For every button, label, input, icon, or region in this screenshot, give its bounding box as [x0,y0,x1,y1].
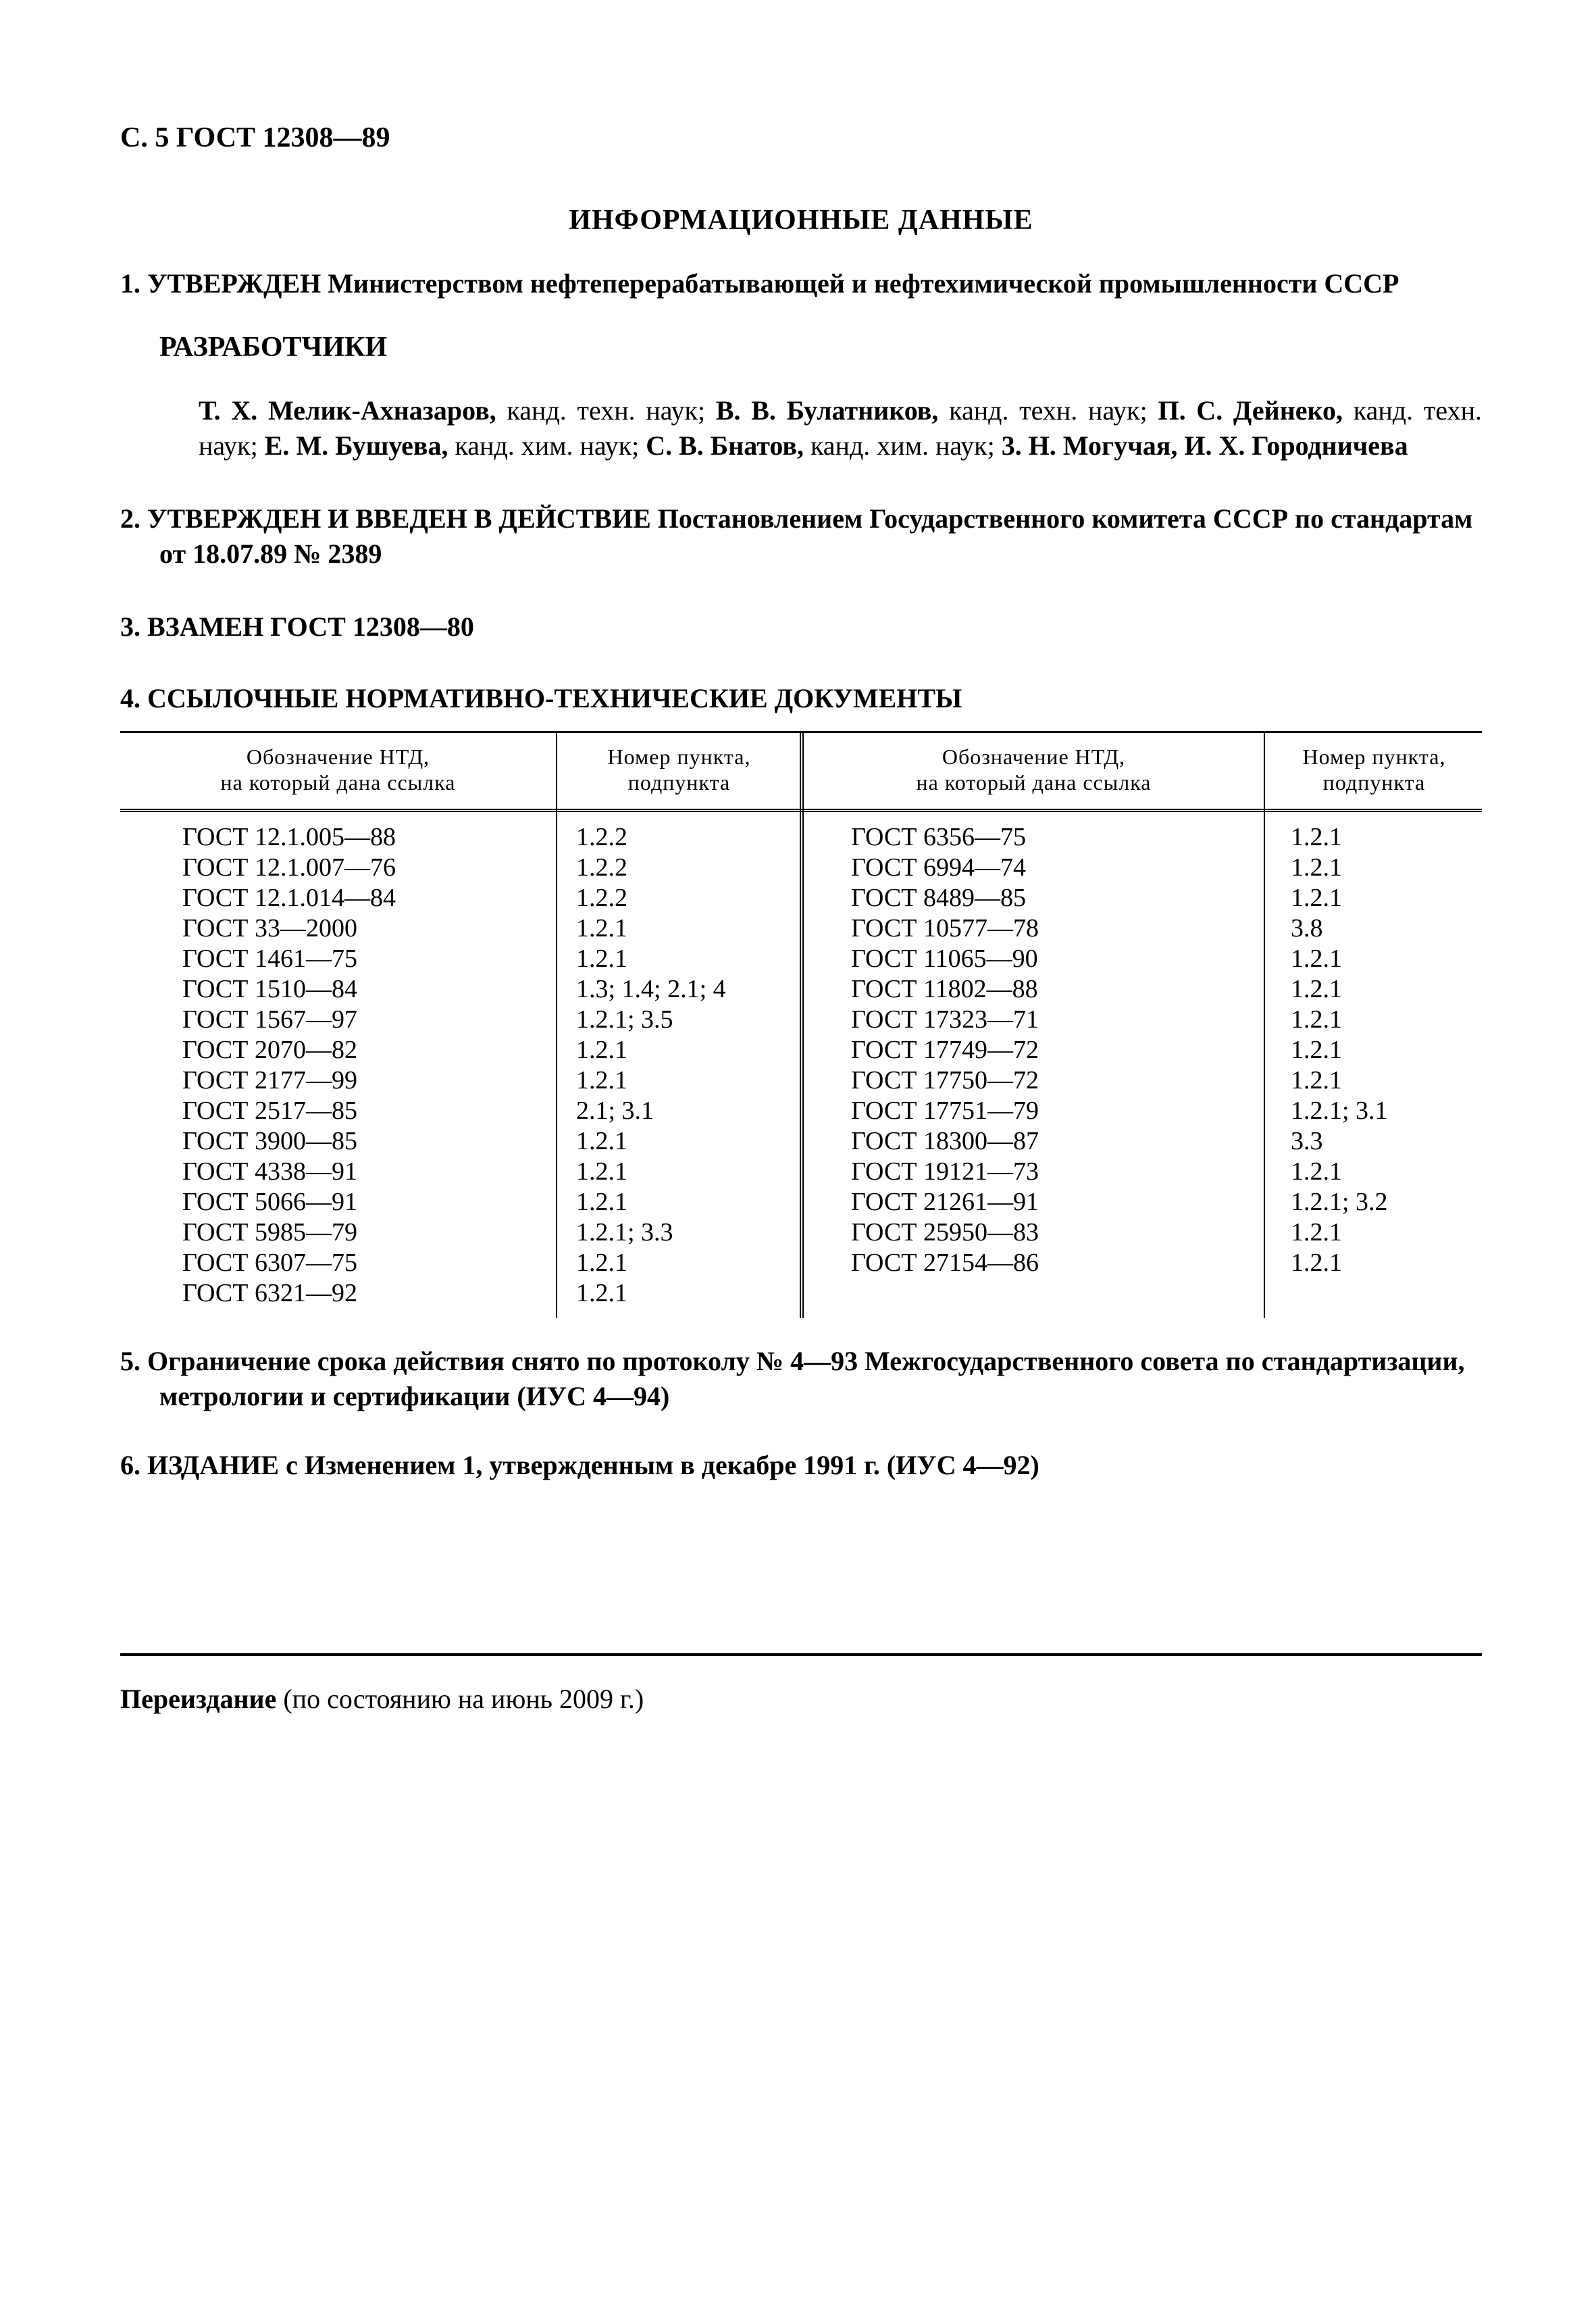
table-cell-point: 1.2.1 [1291,884,1342,912]
table-cell-ntd: ГОСТ 25950—83 [851,1218,1039,1247]
developer-name: Т. X. Мелик-Ахназаров, [199,395,496,426]
developer-degree: канд. хим. наук; [448,430,646,461]
column-point-right [1264,733,1483,1318]
table-cell-ntd: ГОСТ 6307—75 [182,1249,357,1277]
developer-name: П. С. Дейнеко, [1158,395,1343,426]
table-cell-point: 1.2.1 [1291,975,1342,1003]
table-cell-ntd: ГОСТ 8489—85 [851,884,1026,912]
developers-list [199,393,1482,463]
header-line: Обозначение НТД, [942,745,1126,769]
table-cell-point: 1.2.1 [1291,1005,1342,1034]
document-title: ИНФОРМАЦИОННЫЕ ДАННЫЕ [569,205,1033,236]
table-cell-point: 1.2.2 [576,884,627,912]
table-cell-ntd: ГОСТ 12.1.007—76 [182,853,396,882]
table-cell-ntd: ГОСТ 11802—88 [851,975,1038,1003]
table-cell-ntd: ГОСТ 2070—82 [182,1036,357,1064]
table-cell-ntd: ГОСТ 1567—97 [182,1005,357,1034]
table-cell-ntd: ГОСТ 2517—85 [182,1097,357,1125]
column-body [804,809,1264,1278]
table-cell-point: 1.2.1 [576,1249,627,1277]
section-text: Ограничение срока действия снято по протоколу № 4—93 Межгосударственного совета по стандартизации, метрологии и сертификации (ИУС 4—94) [147,1346,1465,1411]
page-header: С. 5 ГОСТ 12308—89 [120,122,390,153]
references-table [120,731,1482,1318]
table-cell-ntd: ГОСТ 4338—91 [182,1157,357,1186]
table-cell-point: 1.2.1 [1291,1157,1342,1186]
table-cell-ntd: ГОСТ 12.1.014—84 [182,884,396,912]
table-cell-ntd: ГОСТ 17751—79 [851,1097,1039,1125]
column-body [120,809,556,1309]
table-cell-point: 1.2.1 [1291,1036,1342,1064]
section-text: Министерством нефтеперерабатывающей и нефтехимической промышленности СССР [328,268,1399,299]
table-cell-point: 1.2.1 [576,945,627,973]
reissue-text: (по состоянию на июнь 2009 г.) [276,1684,644,1714]
table-cell-point: 1.2.1; 3.2 [1291,1188,1388,1216]
table-cell-ntd: ГОСТ 3900—85 [182,1127,357,1155]
section-number: 1. [120,268,140,299]
table-cell-point: 1.2.1 [1291,1066,1342,1095]
section-edition [120,1448,1482,1483]
developer-degree: канд. техн. наук; [496,395,716,426]
table-cell-ntd: ГОСТ 10577—78 [851,914,1039,942]
section-label: УТВЕРЖДЕН И ВВЕДЕН В ДЕЙСТВИЕ [147,503,651,534]
section-label: УТВЕРЖДЕН [147,268,321,299]
table-cell-point: 1.2.1; 3.5 [576,1005,673,1034]
table-cell-point: 1.2.1 [576,1279,627,1307]
section-references [120,681,1482,716]
section-text: Постановлением Государственного комитета СССР по стандартам от 18.07.89 № 2389 [159,503,1473,569]
header-divider [120,809,1482,812]
table-cell-point: 1.2.1 [576,1127,627,1155]
header-line: на который дана ссылка [916,770,1152,795]
table-cell-ntd: ГОСТ 6321—92 [182,1279,357,1307]
reissue-note [120,1682,1482,1717]
section-number: 5. [120,1346,140,1376]
section-introduced [120,501,1482,572]
column-body [557,809,801,1309]
section-replaces [120,609,1482,645]
table-cell-point: 1.2.1; 3.3 [576,1218,673,1247]
column-body [1265,809,1483,1278]
section-number: 3. [120,611,140,642]
table-cell-ntd: ГОСТ 12.1.005—88 [182,823,396,851]
header-line: подпункта [1322,770,1426,795]
column-header-ntd [120,733,556,809]
table-cell-point: 1.2.1 [1291,1249,1342,1277]
header-line: на который дана ссылка [220,770,456,795]
table-cell-point: 1.2.1 [576,1157,627,1186]
section-text: ССЫЛОЧНЫЕ НОРМАТИВНО-ТЕХНИЧЕСКИЕ ДОКУМЕНТЫ [147,683,962,713]
table-cell-point: 1.2.1 [1291,823,1342,851]
section-number: 6. [120,1450,140,1480]
table-cell-ntd: ГОСТ 18300—87 [851,1127,1039,1155]
developer-name: В. В. Булатников, [715,395,939,426]
column-header-point [557,733,801,809]
header-line: подпункта [627,770,731,795]
table-cell-point: 1.2.1 [1291,1218,1342,1247]
table-cell-point: 1.2.1 [576,1036,627,1064]
developer-degree: канд. техн. наук; [199,395,1482,461]
table-cell-ntd: ГОСТ 17323—71 [851,1005,1039,1034]
header-line: Обозначение НТД, [246,745,430,769]
reissue-label: Переиздание [120,1684,277,1714]
table-cell-point: 1.2.2 [576,823,627,851]
column-ntd-left [120,733,556,1318]
column-point-left [556,733,801,1318]
table-cell-ntd: ГОСТ 17750—72 [851,1066,1039,1095]
developer-degree: канд. техн. наук; [938,395,1158,426]
table-cell-ntd: ГОСТ 1510—84 [182,975,357,1003]
table-cell-ntd: ГОСТ 21261—91 [851,1188,1039,1216]
table-cell-point: 1.2.1 [1291,945,1342,973]
table-cell-point: 1.2.2 [576,853,627,882]
table-cell-point: 1.2.1 [576,914,627,942]
table-cell-point: 2.1; 3.1 [576,1097,654,1125]
column-header-point [1265,733,1483,809]
section-text: ВЗАМЕН ГОСТ 12308—80 [147,611,474,642]
table-cell-point: 3.3 [1291,1127,1323,1155]
table-cell-ntd: ГОСТ 1461—75 [182,945,357,973]
column-ntd-right [800,733,1264,1318]
table-cell-point: 1.3; 1.4; 2.1; 4 [576,975,726,1003]
table-cell-point: 1.2.1 [576,1188,627,1216]
table-cell-ntd: ГОСТ 11065—90 [851,945,1038,973]
table-cell-point: 3.8 [1291,914,1323,942]
table-cell-point: 1.2.1; 3.1 [1291,1097,1388,1125]
table-cell-ntd: ГОСТ 2177—99 [182,1066,357,1095]
table-cell-point: 1.2.1 [576,1066,627,1095]
table-cell-ntd: ГОСТ 17749—72 [851,1036,1039,1064]
section-number: 4. [120,683,140,713]
developer-name: С. В. Бнатов, [646,430,804,461]
footer-divider [120,1653,1482,1656]
developer-name: Е. М. Бушуева, [264,430,448,461]
developer-degree: канд. хим. наук; [803,430,1002,461]
developer-name: 3. Н. Могучая, И. X. Городничева [1001,430,1408,461]
table-cell-ntd: ГОСТ 33—2000 [182,914,357,942]
table-cell-point: 1.2.1 [1291,853,1342,882]
table-cell-ntd: ГОСТ 6356—75 [851,823,1026,851]
column-header-ntd [804,733,1264,809]
section-number: 2. [120,503,140,534]
header-line: Номер пункта, [607,745,751,769]
table-cell-ntd: ГОСТ 19121—73 [851,1157,1039,1186]
table-cell-ntd: ГОСТ 27154—86 [851,1249,1039,1277]
table-cell-ntd: ГОСТ 5985—79 [182,1218,357,1247]
section-approved [120,266,1482,301]
section-text: ИЗДАНИЕ с Изменением 1, утвержденным в декабре 1991 г. (ИУС 4—92) [147,1450,1039,1480]
table-cell-ntd: ГОСТ 5066—91 [182,1188,357,1216]
section-term-limit [120,1344,1482,1414]
table-cell-ntd: ГОСТ 6994—74 [851,853,1026,882]
developers-heading: РАЗРАБОТЧИКИ [159,332,388,363]
document-page [120,120,1482,1717]
header-line: Номер пункта, [1302,745,1446,769]
